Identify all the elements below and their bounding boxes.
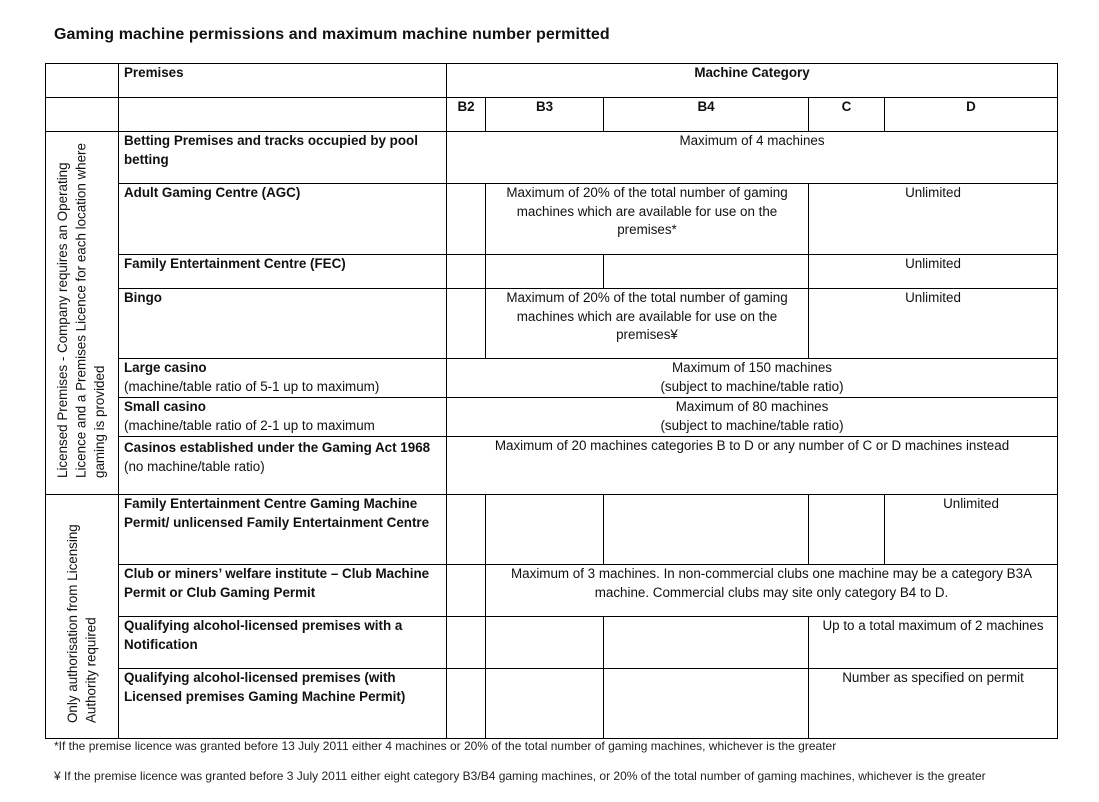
agc-c-d: Unlimited [809,184,1058,255]
alcohol-permit-b3 [486,669,604,739]
authorisation-group [46,495,119,739]
club-b3-d: Maximum of 3 machines. In non-commercial clubs one machine may be a category B3A machine. Commercial clubs may site only category B4 to D. [486,565,1058,617]
permissions-table [45,63,1058,739]
small-casino-max: Maximum of 80 machines [675,399,829,414]
betting-machines: Maximum of 4 machines [447,132,1058,184]
large-casino-name: Large casino [124,360,207,375]
footnote-star: *If the premise licence was granted before 13 July 2011 either 4 machines or 20% of the total number of gaming machines, whichever is the greater [54,739,837,753]
small-casino-machines [447,398,1058,437]
bingo-b3-b4: Maximum of 20% of the total number of gaming machines which are available for use on the premises¥ [486,289,809,359]
premises-casinos-1968 [119,437,447,495]
table-row [46,132,1058,184]
bingo-c-d: Unlimited [809,289,1058,359]
table-row [46,289,1058,359]
small-casino-name: Small casino [124,399,206,414]
fec-b4 [604,255,809,289]
fec-permit-c [809,495,885,565]
premises-alcohol-notification: Qualifying alcohol-licensed premises with a Notification [119,617,447,669]
agc-b3-b4: Maximum of 20% of the total number of gaming machines which are available for use on the premises* [486,184,809,255]
table-row [46,669,1058,739]
large-casino-max: Maximum of 150 machines [672,360,833,375]
alcohol-permit-b2 [447,669,486,739]
licensed-premises-group [46,132,119,495]
corner-cell [46,64,119,98]
club-b2 [447,565,486,617]
premises-agc: Adult Gaming Centre (AGC) [119,184,447,255]
header-row-1 [46,64,1058,98]
alcohol-notification-b2 [447,617,486,669]
premises-large-casino [119,359,447,398]
table-row [46,184,1058,255]
alcohol-permit-c-d: Number as specified on permit [809,669,1058,739]
category-d-header: D [885,98,1058,132]
category-c-header: C [809,98,885,132]
premises-header: Premises [119,64,447,98]
alcohol-notification-c-d: Up to a total maximum of 2 machines [809,617,1058,669]
large-casino-note: (machine/table ratio of 5-1 up to maximum) [124,378,380,394]
fec-b2 [447,255,486,289]
licensed-premises-label: Licensed Premises - Company requires an Operating Licence and a Premises Licence for each location where gaming is provided [55,143,108,478]
table-row [46,359,1058,398]
header-row-2 [46,98,1058,132]
large-casino-machines [447,359,1058,398]
large-casino-ratio: (subject to machine/table ratio) [660,378,844,394]
premises-alcohol-permit: Qualifying alcohol-licensed premises (with Licensed premises Gaming Machine Permit) [119,669,447,739]
premises-small-casino [119,398,447,437]
fec-permit-b3 [486,495,604,565]
casinos-1968-note: (no machine/table ratio) [124,458,265,474]
fec-b3 [486,255,604,289]
fec-permit-b4 [604,495,809,565]
premises-fec-permit: Family Entertainment Centre Gaming Machine Permit/ unlicensed Family Entertainment Centre [119,495,447,565]
fec-c-d: Unlimited [809,255,1058,289]
premises-betting: Betting Premises and tracks occupied by pool betting [119,132,447,184]
corner-cell-2 [46,98,119,132]
authorisation-label: Only authorisation from Licensing Authority required [64,524,98,723]
fec-permit-b2 [447,495,486,565]
table-row [46,495,1058,565]
casinos-1968-machines: Maximum of 20 machines categories B to D or any number of C or D machines instead [447,437,1058,495]
small-casino-note: (machine/table ratio of 2-1 up to maximum [124,417,375,433]
premises-fec: Family Entertainment Centre (FEC) [119,255,447,289]
table-row [46,398,1058,437]
category-b2-header: B2 [447,98,486,132]
table-row [46,565,1058,617]
category-b3-header: B3 [486,98,604,132]
alcohol-notification-b4 [604,617,809,669]
alcohol-notification-b3 [486,617,604,669]
footnote-yen: ¥ If the premise licence was granted before 3 July 2011 either eight category B3/B4 gaming machines, or 20% of the total number of gaming machines, whichever is the greater [54,769,986,783]
bingo-b2 [447,289,486,359]
fec-permit-d: Unlimited [885,495,1058,565]
agc-b2 [447,184,486,255]
premises-club: Club or miners’ welfare institute – Club Machine Permit or Club Gaming Permit [119,565,447,617]
table-row [46,255,1058,289]
premises-subheader [119,98,447,132]
machine-category-header: Machine Category [447,64,1058,98]
alcohol-permit-b4 [604,669,809,739]
table-row [46,437,1058,495]
table-row [46,617,1058,669]
premises-bingo: Bingo [119,289,447,359]
casinos-1968-name: Casinos established under the Gaming Act 1968 [124,440,431,455]
category-b4-header: B4 [604,98,809,132]
page-title: Gaming machine permissions and maximum machine number permitted [54,26,610,43]
small-casino-ratio: (subject to machine/table ratio) [660,417,844,433]
